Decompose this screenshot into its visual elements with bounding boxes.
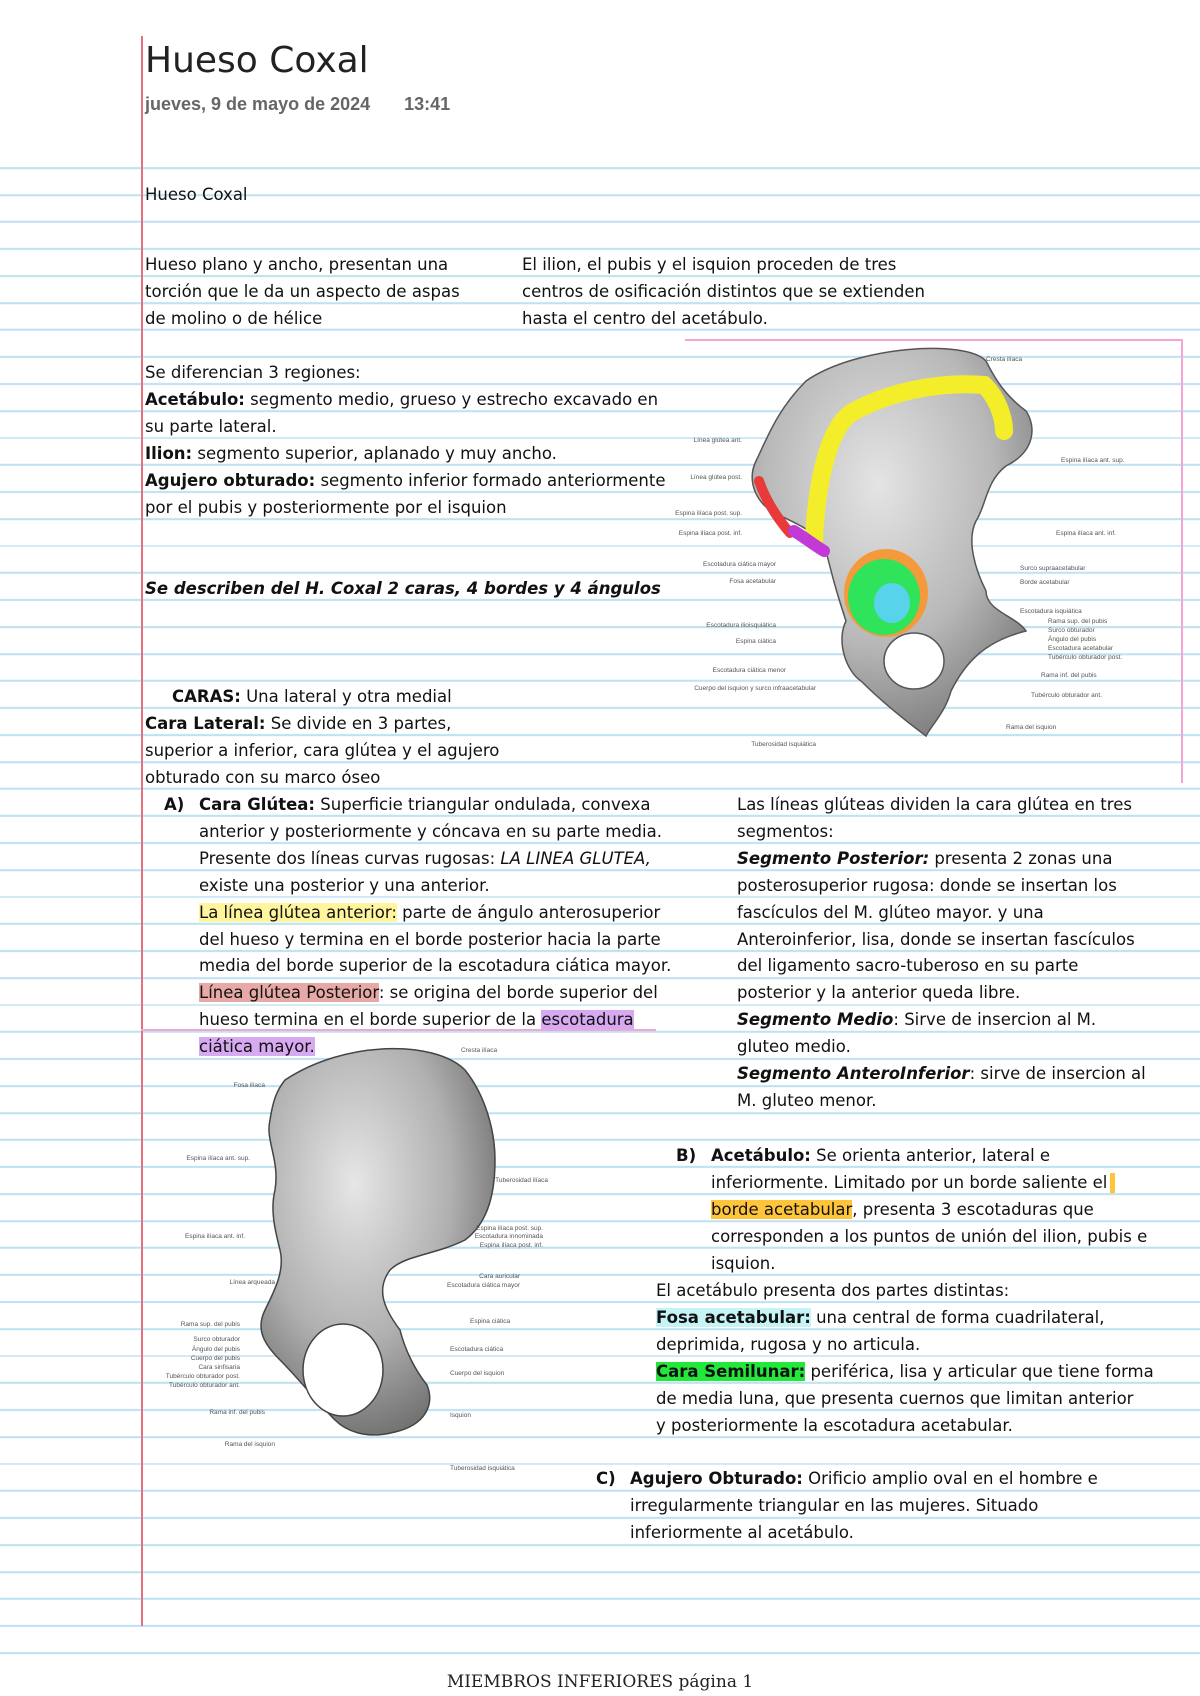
marker: C): [596, 1469, 616, 1488]
region-text: segmento inferior formado anteriormente: [315, 470, 666, 490]
divider-line: [141, 1029, 656, 1031]
section-a-marker: [164, 792, 184, 819]
segment-anteroinferior-label: Segmento AnteroInferior: [737, 1064, 970, 1084]
label-right: Surco obturador: [1048, 627, 1095, 634]
cara-lateral-line: [145, 711, 499, 738]
text: inferiormente al acetábulo.: [630, 1522, 854, 1542]
label-right: Espina ciática: [470, 1318, 511, 1325]
caras-text: Una lateral y otra medial: [240, 687, 452, 706]
label-left: Cara sinfisaria: [198, 1364, 240, 1371]
figure-medial-labels-left: [166, 1082, 276, 1448]
page-datetime: [145, 94, 484, 115]
label-right: Cresta ilíaca: [986, 356, 1023, 363]
intro-right-line: hasta el centro del acetábulo.: [522, 308, 768, 328]
text: Orificio amplio oval en el hombre e: [802, 1469, 1098, 1488]
section-b-marker: [676, 1143, 696, 1170]
intro-right-line: El ilion, el pubis y el isquion proceden de tres: [522, 255, 897, 274]
label-right: Espina ilíaca post. inf.: [479, 1242, 543, 1249]
label-right: Tubérculo obturador post.: [1048, 654, 1123, 661]
text: y posteriormente la escotadura acetabular.: [656, 1415, 1013, 1435]
label-left: Ángulo del pubis: [191, 1346, 240, 1353]
page-title: Hueso Coxal: [145, 40, 369, 81]
text: de media luna, que presenta cuernos que limitan anterior: [656, 1388, 1134, 1408]
highlight-escotadura: escotadura: [541, 1010, 634, 1030]
region-agujero: [145, 468, 666, 495]
text: parte de ángulo anterosuperior: [396, 902, 661, 922]
page-footer: MIEMBROS INFERIORES página 1: [446, 1672, 754, 1692]
margin-line: [141, 36, 143, 1626]
text: El acetábulo presenta dos partes distintas:: [656, 1281, 1010, 1300]
label-right: Espina ilíaca ant. sup.: [1061, 457, 1125, 464]
highlight-fosa-acetabular: Fosa acetabular:: [656, 1307, 811, 1327]
label-right: Ángulo del pubis: [1048, 636, 1097, 643]
cara-lateral-text: obturado con su marco óseo: [145, 767, 381, 787]
caras-line: [145, 684, 499, 711]
label-left: Fosa acetabular: [729, 578, 776, 585]
label-left: Fosa ilíaca: [233, 1082, 265, 1089]
label-left: Escotadura ilioisquiática: [706, 622, 776, 629]
region-text: segmento superior, aplanado y muy ancho.: [192, 443, 557, 463]
label-right: Borde acetabular: [1020, 579, 1070, 586]
text: , presenta 3 escotaduras que: [852, 1199, 1094, 1219]
section-c-text: [630, 1466, 1098, 1547]
text: posterior y la anterior queda libre.: [737, 983, 1021, 1003]
marker: A): [164, 795, 185, 814]
section-a-label: Cara Glútea:: [199, 795, 316, 814]
regions-block: [145, 360, 666, 521]
region-label: Ilion:: [145, 443, 193, 463]
section-b-parts: [656, 1278, 1154, 1439]
caras-label: CARAS:: [172, 687, 241, 706]
section-c-marker: [596, 1466, 616, 1493]
cara-lateral-text: Se divide en 3 partes,: [265, 713, 452, 733]
intro-right: [522, 252, 925, 333]
label-right: Surco supraacetabular: [1020, 565, 1086, 572]
page-date: jueves, 9 de mayo de 2024: [145, 94, 371, 114]
text: LA LINEA GLUTEA,: [500, 848, 651, 868]
highlight-linea-posterior: Línea glútea Posterior: [199, 983, 379, 1003]
describe-text: Se describen del H. Coxal 2 caras, 4 bordes y 4 ángulos: [145, 579, 661, 598]
text: posterosuperior rugosa: donde se insertan los: [737, 875, 1117, 895]
label-right: Rama del isquion: [1006, 724, 1057, 731]
label-right: Escotadura ciática mayor: [447, 1282, 520, 1289]
label-right: Escotadura innominada: [474, 1233, 543, 1240]
text: : Sirve de insercion al M.: [893, 1010, 1097, 1030]
text: Superficie triangular ondulada, convexa: [315, 795, 651, 814]
highlight-cara-semilunar: Cara Semilunar:: [656, 1361, 806, 1381]
text: del ligamento sacro-tuberoso en su parte: [737, 956, 1079, 976]
text: media del borde superior de la escotadura ciática mayor.: [199, 956, 672, 976]
region-text: segmento medio, grueso y estrecho excavado en: [244, 389, 659, 409]
segment-medio-label: Segmento Medio: [737, 1010, 894, 1030]
page-time: 13:41: [404, 94, 451, 114]
highlight-borde-acetabular: borde acetabular: [711, 1199, 853, 1219]
regions-intro: Se diferencian 3 regiones:: [145, 363, 361, 382]
intro-heading: Hueso Coxal: [145, 185, 248, 204]
label-left: Línea arqueada: [229, 1279, 275, 1286]
label-right: Cara auricular: [479, 1273, 520, 1280]
region-ilion: [145, 441, 666, 468]
label-right: Rama sup. del pubis: [1048, 618, 1108, 625]
intro-left-line: torción que le da un aspecto de aspas: [145, 281, 460, 301]
section-b-label: Acetábulo:: [711, 1146, 811, 1165]
label-left: Rama del isquion: [224, 1441, 275, 1448]
region-text: por el pubis y posteriormente por el isquion: [145, 497, 507, 517]
label-left: Línea glútea ant.: [693, 437, 742, 444]
caras-block: [145, 684, 499, 792]
section-c-label: Agujero Obturado:: [630, 1469, 803, 1488]
text: : se origina del borde superior del: [378, 983, 658, 1003]
obturator-foramen-medial: [303, 1324, 383, 1416]
label-right: Tuberosidad ilíaca: [495, 1177, 548, 1184]
label-right: Escotadura isquiática: [1020, 608, 1082, 615]
text: isquion.: [711, 1253, 776, 1273]
intro-left-line: de molino o de hélice: [145, 308, 323, 328]
label-left: Espina ilíaca post. inf.: [678, 530, 742, 537]
label-left: Espina ilíaca post. sup.: [675, 510, 742, 517]
label-left: Espina ilíaca ant. inf.: [185, 1233, 245, 1240]
label-right: Cuerpo del isquion: [450, 1370, 505, 1377]
text: Se orienta anterior, lateral e: [810, 1146, 1051, 1165]
label-right: Isquion: [450, 1412, 471, 1419]
text: Anteroinferior, lisa, donde se insertan fascículos: [737, 929, 1135, 949]
label-left: Línea glútea post.: [690, 474, 742, 481]
section-a-text: [199, 792, 671, 1061]
segments-text: [737, 792, 1146, 1115]
figure-hip-bone-medial: [165, 1040, 548, 1480]
segment-posterior-label: Segmento Posterior:: [737, 848, 930, 868]
section-b-text: [711, 1143, 1147, 1278]
region-acetabulo: [145, 387, 666, 414]
intro-left-line: Hueso plano y ancho, presentan una: [145, 255, 449, 274]
label-right: Espina ilíaca ant. inf.: [1056, 530, 1116, 537]
label-left: Tubérculo obturador ant.: [169, 1382, 240, 1389]
intro-left: [145, 252, 460, 333]
label-right: Tubérculo obturador ant.: [1031, 692, 1102, 699]
label-left: Espina ilíaca ant. sup.: [186, 1155, 250, 1162]
text: inferiormente. Limitado por un borde saliente el: [711, 1172, 1108, 1192]
marker: B): [676, 1146, 697, 1165]
label-right: Escotadura acetabular: [1048, 645, 1114, 652]
text: irregularmente triangular en las mujeres. Situado: [630, 1495, 1039, 1515]
label-left: Cuerpo del pubis: [190, 1355, 240, 1362]
text: deprimida, rugosa y no articula.: [656, 1334, 921, 1354]
intro-right-line: centros de osificación distintos que se extienden: [522, 281, 925, 301]
label-left: Tubérculo obturador post.: [165, 1373, 240, 1380]
label-right: Tuberosidad isquiática: [450, 1465, 515, 1472]
obturator-foramen: [884, 633, 944, 689]
text: del hueso y termina en el borde posterior hacia la parte: [199, 929, 661, 949]
cara-lateral-text: superior a inferior, cara glútea y el agujero: [145, 740, 500, 760]
acetabular-fossa: [874, 583, 910, 623]
figure-hip-bone-lateral: [675, 341, 1182, 781]
highlight-escotadura: ciática mayor.: [199, 1037, 315, 1057]
text: existe una posterior y una anterior.: [199, 875, 490, 895]
label-left: Tuberosidad isquiática: [751, 741, 816, 748]
label-right: Escotadura ciática: [450, 1346, 504, 1353]
text: hueso termina en el borde superior de la: [199, 1010, 542, 1030]
region-label: Agujero obturado:: [145, 470, 316, 490]
label-left: Escotadura ciática mayor: [703, 561, 776, 568]
text: M. gluteo menor.: [737, 1090, 877, 1110]
label-left: Espina ciática: [735, 638, 776, 645]
label-left: Surco obturador: [193, 1336, 240, 1343]
text: anterior y posteriormente y cóncava en su parte media.: [199, 821, 662, 841]
region-label: Acetábulo:: [145, 389, 245, 409]
label-right: Cresta ilíaca: [461, 1047, 498, 1054]
label-left: Escotadura ciática menor: [712, 667, 786, 674]
region-text: su parte lateral.: [145, 416, 277, 436]
text: fascículos del M. glúteo mayor. y una: [737, 902, 1044, 922]
text: Presente dos líneas curvas rugosas:: [199, 848, 501, 868]
label-right: Espina ilíaca post. sup.: [476, 1225, 543, 1232]
text: presenta 2 zonas una: [929, 848, 1113, 868]
cara-lateral-label: Cara Lateral:: [145, 713, 266, 733]
text: : sirve de insercion al: [969, 1064, 1146, 1084]
text: una central de forma cuadrilateral,: [810, 1307, 1105, 1327]
highlight-linea-anterior: La línea glútea anterior:: [199, 902, 397, 922]
label-left: Rama sup. del pubis: [180, 1321, 240, 1328]
highlight-mark: [1110, 1173, 1115, 1193]
text: gluteo medio.: [737, 1037, 851, 1057]
label-left: Cuerpo del isquion y surco infraacetabular: [694, 685, 816, 692]
text: segmentos:: [737, 821, 834, 841]
label-left: Rama inf. del pubis: [209, 1409, 265, 1416]
describe-line: [145, 576, 661, 603]
text: periférica, lisa y articular que tiene forma: [805, 1361, 1154, 1381]
label-right: Rama inf. del pubis: [1041, 672, 1097, 679]
text: Las líneas glúteas dividen la cara glútea en tres: [737, 795, 1132, 814]
text: corresponden a los puntos de unión del ilion, pubis e: [711, 1226, 1148, 1246]
